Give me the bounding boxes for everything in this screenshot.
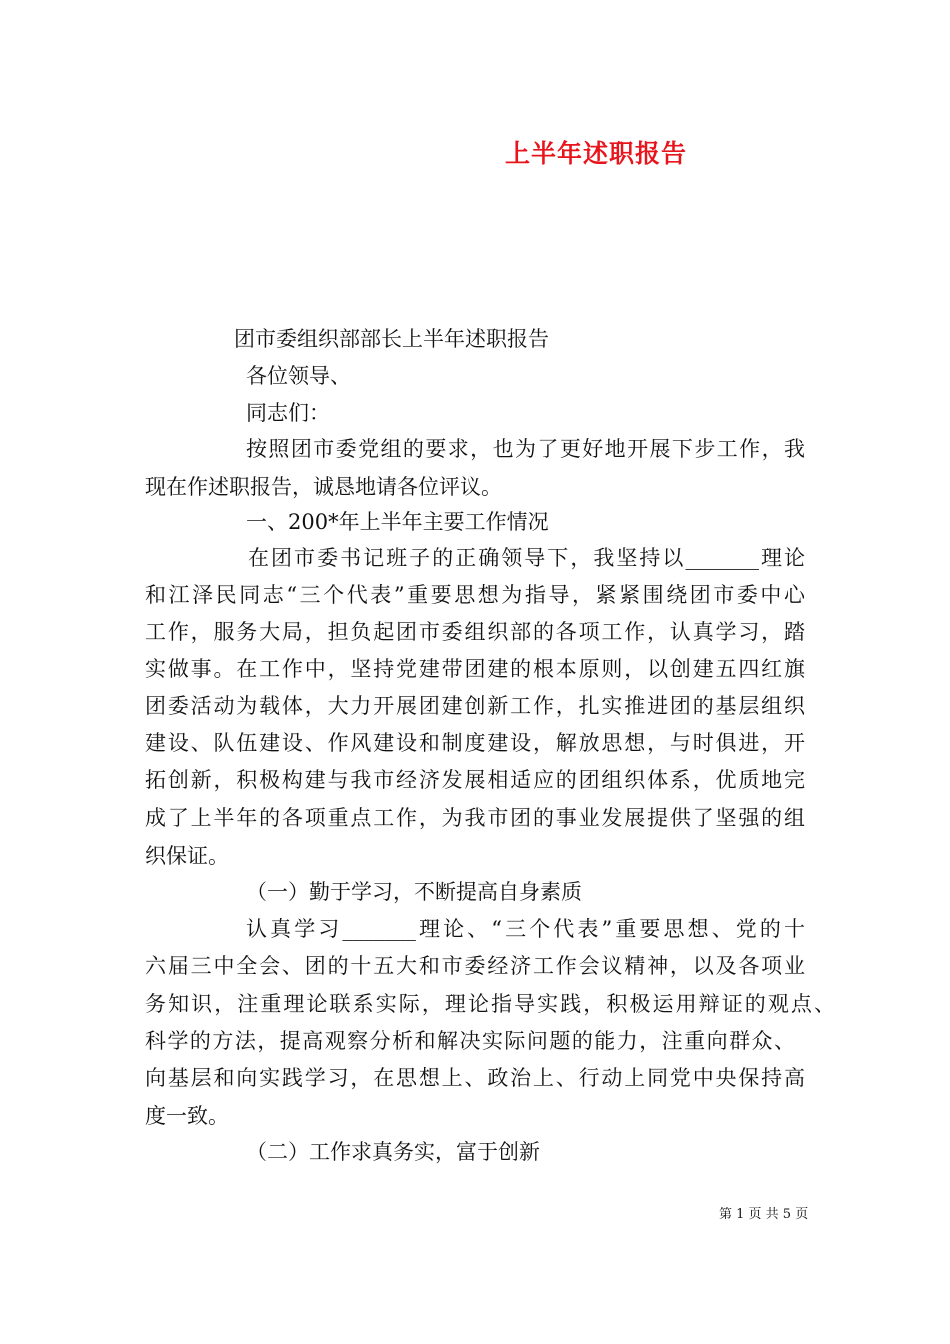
paragraph-line: 在团市委书记班子的正确领导下，我坚持以_______理论 (248, 546, 805, 570)
document-title: 上半年述职报告 (504, 139, 687, 168)
paragraph-line: 向基层和向实践学习，在思想上、政治上、行动上同党中央保持高 (145, 1066, 805, 1090)
paragraph-line: 务知识，注重理论联系实际，理论指导实践，积极运用辩证的观点、 (145, 992, 835, 1016)
salutation-line: 各位领导、 (246, 364, 351, 388)
paragraph-line: 拓创新，积极构建与我市经济发展相适应的团组织体系，优质地完 (145, 768, 805, 792)
paragraph-line: 按照团市委党组的要求，也为了更好地开展下步工作，我 (246, 437, 805, 461)
paragraph-line: 成了上半年的各项重点工作，为我市团的事业发展提供了坚强的组 (145, 806, 805, 830)
paragraph-line: 六届三中全会、团的十五大和市委经济工作会议精神，以及各项业 (145, 954, 805, 978)
paragraph-line: 工作，服务大局，担负起团市委组织部的各项工作，认真学习，踏 (145, 620, 805, 644)
paragraph-line: 认真学习_______理论、“三个代表”重要思想、党的十 (246, 917, 805, 941)
page-number: 第 1 页 共 5 页 (719, 1207, 809, 1222)
paragraph-line: 建设、队伍建设、作风建设和制度建设，解放思想，与时俱进，开 (145, 731, 805, 755)
paragraph-line: 团委活动为载体，大力开展团建创新工作，扎实推进团的基层组织 (145, 694, 805, 718)
paragraph-line: 实做事。在工作中，坚持党建带团建的根本原则，以创建五四红旗 (145, 657, 805, 681)
paragraph-line: 科学的方法，提高观察分析和解决实际问题的能力，注重向群众、 (145, 1029, 795, 1053)
paragraph-line: 现在作述职报告，诚恳地请各位评议。 (145, 475, 502, 499)
subtitle: 团市委组织部部长上半年述职报告 (234, 327, 549, 351)
paragraph-line: 织保证。 (145, 844, 229, 868)
subsection-heading: （一）勤于学习，不断提高自身素质 (246, 880, 582, 904)
paragraph-line: 和江泽民同志“三个代表”重要思想为指导，紧紧围绕团市委中心 (145, 583, 805, 607)
subsection-heading: （二）工作求真务实，富于创新 (246, 1140, 540, 1164)
section-heading: 一、200*年上半年主要工作情况 (246, 510, 549, 534)
paragraph-line: 度一致。 (145, 1104, 229, 1128)
salutation-line: 同志们： (246, 401, 330, 425)
